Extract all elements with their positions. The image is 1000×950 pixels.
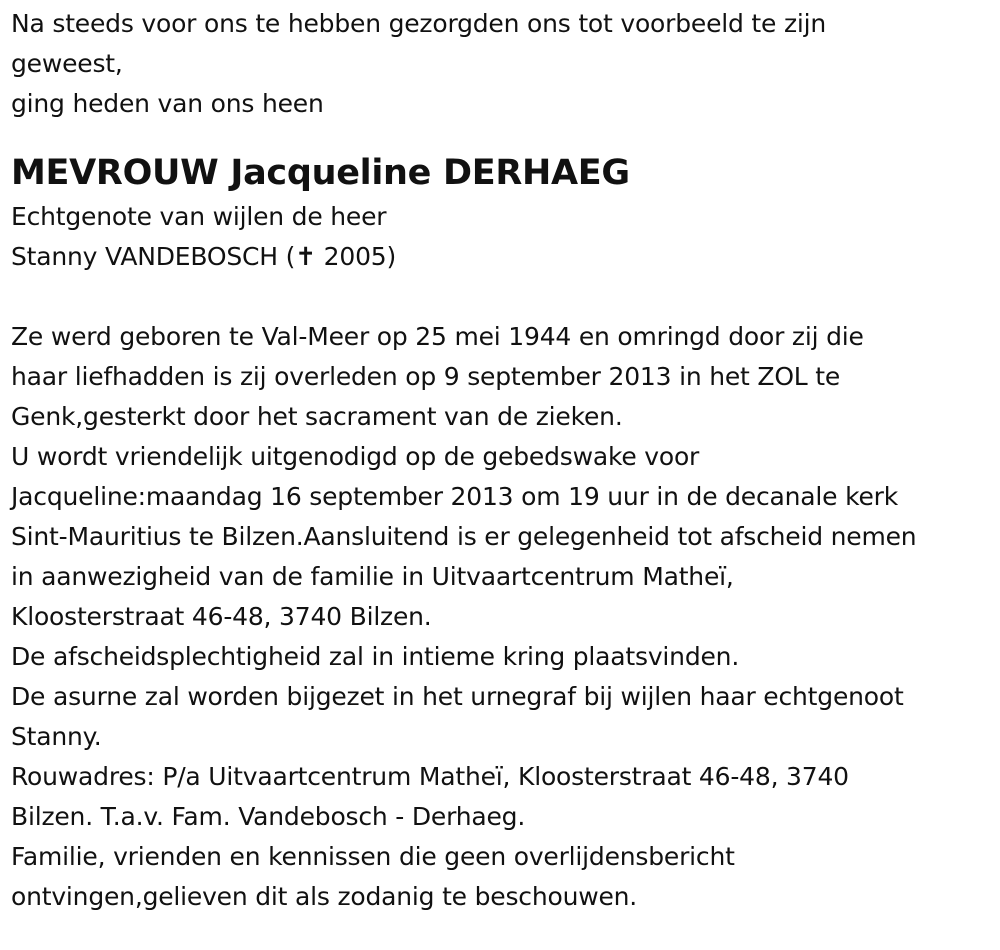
notice-body [11,317,996,917]
death-notice [11,0,996,917]
body-line: Stanny. [11,722,102,751]
spouse-info [11,197,996,277]
body-line: Rouwadres: P/a Uitvaartcentrum Matheï, Kloosterstraat 46-48, 3740 [11,762,849,791]
body-line: Kloosterstraat 46-48, 3740 Bilzen. [11,602,432,631]
body-line: De asurne zal worden bijgezet in het urnegraf bij wijlen haar echtgenoot [11,682,904,711]
body-line: Jacqueline:maandag 16 september 2013 om 19 uur in de decanale kerk [11,482,899,511]
body-line: U wordt vriendelijk uitgenodigd op de gebedswake voor [11,442,700,471]
spouse-line: Echtgenote van wijlen de heer [11,202,387,231]
body-line: Familie, vrienden en kennissen die geen overlijdensbericht [11,842,735,871]
body-line: Genk,gesterkt door het sacrament van de zieken. [11,402,623,431]
deceased-name: MEVROUW Jacqueline DERHAEG [11,153,630,193]
spouse-line: Stanny VANDEBOSCH (✝ 2005) [11,242,397,271]
body-line: ontvingen,gelieven dit als zodanig te beschouwen. [11,882,638,911]
intro-line: geweest, [11,49,123,78]
body-line: haar liefhadden is zij overleden op 9 september 2013 in het ZOL te [11,362,841,391]
intro-line: ging heden van ons heen [11,89,324,118]
intro-text [11,0,996,124]
body-line: Sint-Mauritius te Bilzen.Aansluitend is er gelegenheid tot afscheid nemen [11,522,917,551]
body-line: in aanwezigheid van de familie in Uitvaartcentrum Matheï, [11,562,734,591]
body-line: De afscheidsplechtigheid zal in intieme kring plaatsvinden. [11,642,740,671]
body-line: Bilzen. T.a.v. Fam. Vandebosch - Derhaeg. [11,802,526,831]
body-line: Ze werd geboren te Val-Meer op 25 mei 1944 en omringd door zij die [11,322,864,351]
intro-line: Na steeds voor ons te hebben gezorgden ons tot voorbeeld te zijn [11,9,827,38]
